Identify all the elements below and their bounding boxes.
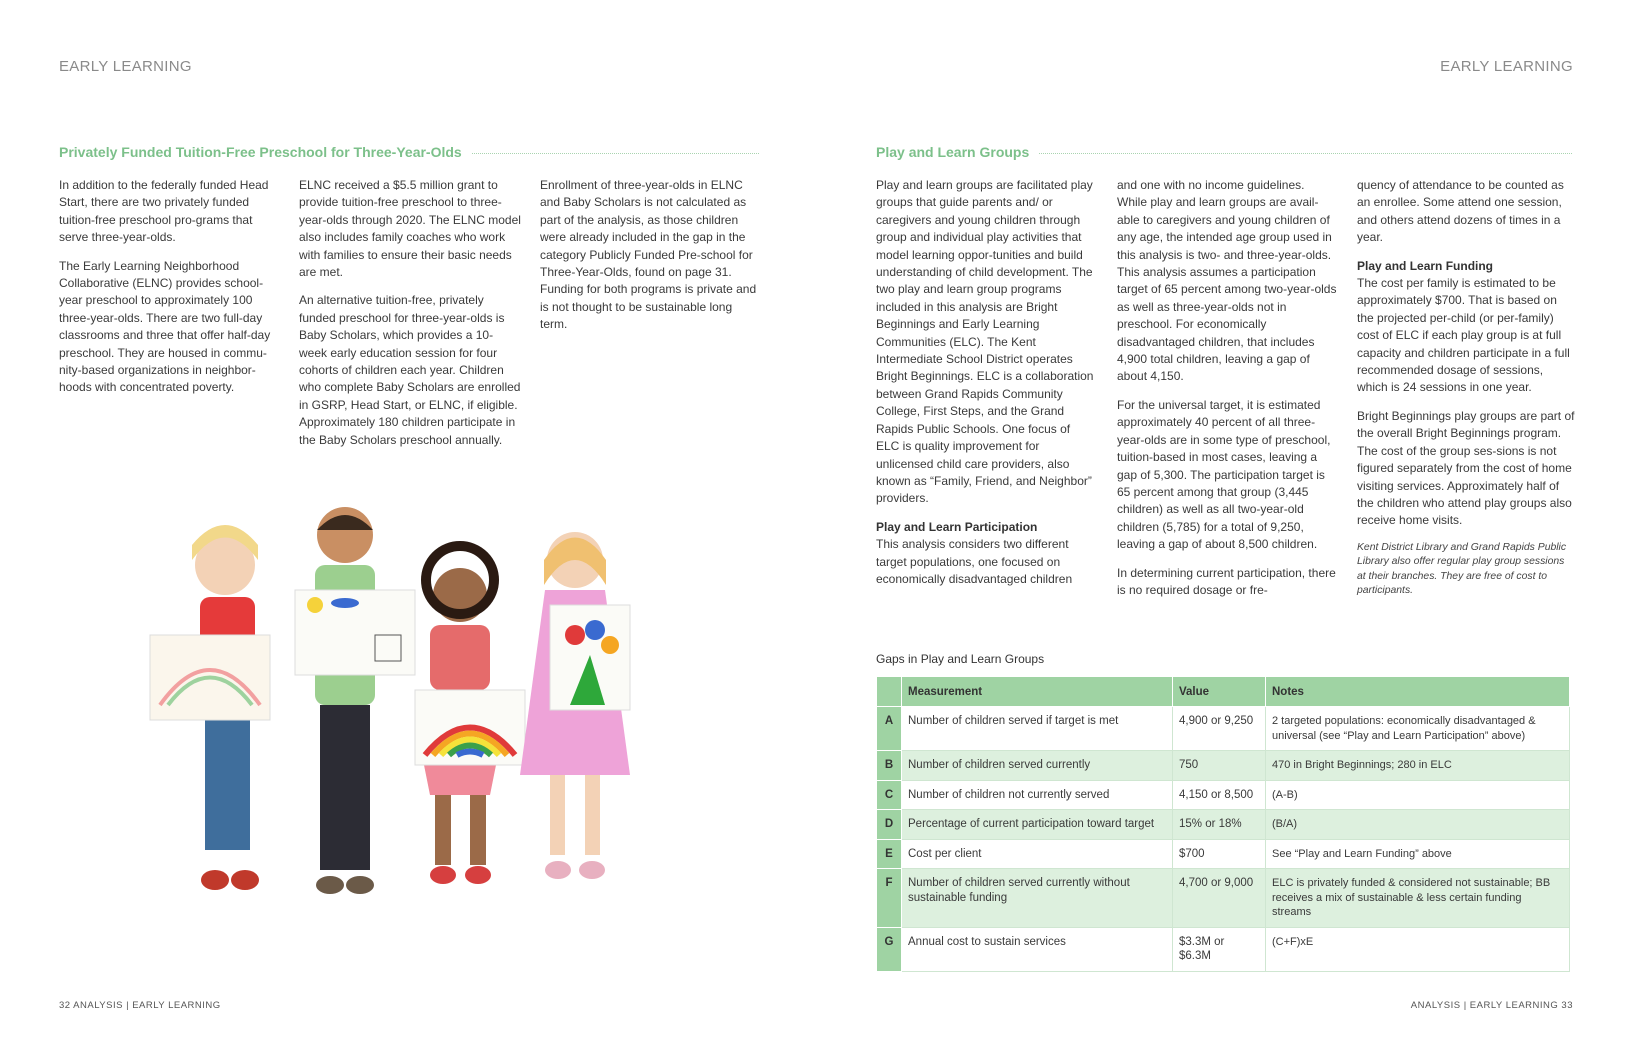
header-notes: Notes bbox=[1266, 677, 1570, 707]
children-with-drawings-photo bbox=[130, 505, 675, 950]
paragraph: In determining current participation, there is no required dosage or fre- bbox=[1117, 565, 1336, 597]
dotted-rule bbox=[1039, 153, 1572, 154]
paragraph: The cost per family is estimated to be approximately $700. That is based on the projected per-child (or per-family) cost of ELC if each play group is at full capacity and children participate in a full recommended dosage of sessions, which is 24 sessions in one year. bbox=[1357, 276, 1570, 395]
footer-left: 32 ANALYSIS | EARLY LEARNING bbox=[59, 1000, 221, 1011]
paragraph: Enrollment of three-year-olds in ELNC and Baby Scholars is not calculated as part of the analysis, as those children were already included in the gap in the category Publicly Funded Pre-school for Three-Year-Olds, found on page 31. Funding for both programs is private and is not thought to be sustainable long term. bbox=[540, 178, 757, 332]
table-row bbox=[877, 780, 1570, 810]
row-notes: (B/A) bbox=[1266, 810, 1570, 840]
running-head-right: EARLY LEARNING bbox=[1440, 58, 1573, 75]
paragraph: This analysis considers two different target populations, one focused on economically disadvantaged children bbox=[876, 537, 1073, 586]
header-measurement: Measurement bbox=[902, 677, 1173, 707]
paragraph: and one with no income guidelines. While play and learn groups are avail-able to caregivers and young children of any age, the intended age group used in this analysis is two- and three-year-olds. This analysis assumes a participation target of 65 percent among two-year-olds as well as three-year-olds not in preschool. For economically disadvantaged children, that includes 4,900 total children, leaving a gap of about 4,150. bbox=[1117, 178, 1337, 384]
subheading: Play and Learn Funding bbox=[1357, 258, 1494, 273]
paragraph: Play and learn groups are facilitated play groups that guide parents and/ or caregivers and young children through group and individual play activities that model learning oppor-tunities and build understanding of child development. The two play and learn group programs included in this analysis are Bright Beginnings and Early Learning Communities (ELC). The Kent Intermediate School District operates Bright Beginnings. ELC is a collaboration between Grand Rapids Community College, First Steps, and the Grand Rapids Public Schools. One focus of ELC is quality improvement for unlicensed child care providers, also known as “Family, Friend, and Neighbor” providers. bbox=[876, 178, 1094, 506]
row-notes: See “Play and Learn Funding” above bbox=[1266, 839, 1570, 869]
table-row bbox=[877, 751, 1570, 781]
child-figure bbox=[520, 532, 630, 879]
right-column-2 bbox=[1117, 177, 1337, 610]
table-row bbox=[877, 869, 1570, 928]
section-title-left bbox=[59, 144, 759, 160]
paragraph: The Early Learning Neighborhood Collaborative (ELNC) provides school-year preschool to approximately 100 three-year-olds. There are two full-day classrooms and three that offer half-day preschool. They are housed in commu-nity-based organizations in neighbor-hoods with concentrated poverty. bbox=[59, 258, 271, 395]
table-row bbox=[877, 927, 1570, 971]
row-label: C bbox=[877, 780, 902, 810]
footer-right: ANALYSIS | EARLY LEARNING 33 bbox=[1410, 1000, 1573, 1011]
row-notes: 470 in Bright Beginnings; 280 in ELC bbox=[1266, 751, 1570, 781]
row-notes: (C+F)xE bbox=[1266, 927, 1570, 971]
row-value: 15% or 18% bbox=[1173, 810, 1266, 840]
section-title-text: Privately Funded Tuition-Free Preschool for Three-Year-Olds bbox=[59, 144, 462, 160]
section-title-right bbox=[876, 144, 1572, 160]
row-measurement: Percentage of current participation toward target bbox=[902, 810, 1173, 840]
row-label: A bbox=[877, 707, 902, 751]
left-column-3 bbox=[540, 177, 762, 345]
gaps-table bbox=[876, 676, 1570, 972]
child-figure bbox=[415, 546, 525, 884]
library-note: Kent District Library and Grand Rapids Public Library also offer regular play group sessions at their branches. They are free of cost to participants. bbox=[1357, 541, 1567, 597]
row-measurement: Number of children not currently served bbox=[902, 780, 1173, 810]
row-value: 4,150 or 8,500 bbox=[1173, 780, 1266, 810]
row-value: 4,900 or 9,250 bbox=[1173, 707, 1266, 751]
header-label-cell bbox=[877, 677, 902, 707]
subheading: Play and Learn Participation bbox=[876, 519, 1038, 534]
left-column-1 bbox=[59, 177, 274, 408]
paragraph: ELNC received a $5.5 million grant to provide tuition-free preschool to three-year-olds through 2020. The ELNC model also includes family coaches who work with families to ensure their basic needs are met. bbox=[299, 178, 521, 280]
row-measurement: Number of children served currently without sustainable funding bbox=[902, 869, 1173, 928]
paragraph: For the universal target, it is estimated approximately 40 percent of all three-year-olds are in some type of preschool, tuition-based in most cases, leaving a gap of 5,300. The participation target is 65 percent among that group (3,445 children) as well as all two-year-old children (5,785) for a total of 9,250, leaving a gap of about 8,500 children. bbox=[1117, 397, 1331, 552]
row-label: D bbox=[877, 810, 902, 840]
header-value: Value bbox=[1173, 677, 1266, 707]
paragraph: In addition to the federally funded Head Start, there are two privately funded tuition-free preschool pro-grams that serve three-year-olds. bbox=[59, 178, 269, 245]
row-measurement: Number of children served if target is met bbox=[902, 707, 1173, 751]
child-figure bbox=[295, 507, 415, 894]
row-value: 4,700 or 9,000 bbox=[1173, 869, 1266, 928]
table-title: Gaps in Play and Learn Groups bbox=[876, 652, 1045, 666]
table-row bbox=[877, 839, 1570, 869]
row-label: F bbox=[877, 869, 902, 928]
row-measurement: Number of children served currently bbox=[902, 751, 1173, 781]
row-value: $3.3M or $6.3M bbox=[1173, 927, 1266, 971]
row-measurement: Cost per client bbox=[902, 839, 1173, 869]
paragraph: Bright Beginnings play groups are part of the overall Bright Beginnings program. The cost of the group ses-sions is not figured separately from the cost of home visiting services. Approximately half of the children who attend play groups also receive home visits. bbox=[1357, 408, 1575, 528]
row-notes: (A-B) bbox=[1266, 780, 1570, 810]
running-head-left: EARLY LEARNING bbox=[59, 58, 192, 75]
row-label: E bbox=[877, 839, 902, 869]
child-figure bbox=[150, 525, 270, 890]
row-value: 750 bbox=[1173, 751, 1266, 781]
table-header-row bbox=[877, 677, 1570, 707]
paragraph: quency of attendance to be counted as an enrollee. Some attend one session, and others attend dozens of times in a year. bbox=[1357, 178, 1564, 245]
left-column-2 bbox=[299, 177, 521, 460]
row-label: G bbox=[877, 927, 902, 971]
row-label: B bbox=[877, 751, 902, 781]
table-row bbox=[877, 810, 1570, 840]
row-measurement: Annual cost to sustain services bbox=[902, 927, 1173, 971]
section-title-text: Play and Learn Groups bbox=[876, 144, 1030, 160]
row-value: $700 bbox=[1173, 839, 1266, 869]
row-notes: ELC is privately funded & considered not sustainable; BB receives a mix of sustainable & less certain funding streams bbox=[1266, 869, 1570, 928]
dotted-rule bbox=[472, 153, 759, 154]
right-column-3 bbox=[1357, 177, 1575, 610]
row-notes: 2 targeted populations: economically disadvantaged & universal (see “Play and Learn Participation” above) bbox=[1266, 707, 1570, 751]
paragraph: An alternative tuition-free, privately funded preschool for three-year-olds is Baby Scholars, which provides a 10-week early education session for four cohorts of children each year. Children who complete Baby Scholars are enrolled in GSRP, Head Start, or ELNC, if eligible. Approximately 180 children participate in the Baby Scholars preschool annually. bbox=[299, 293, 521, 447]
right-column-1 bbox=[876, 177, 1096, 599]
table-row bbox=[877, 707, 1570, 751]
